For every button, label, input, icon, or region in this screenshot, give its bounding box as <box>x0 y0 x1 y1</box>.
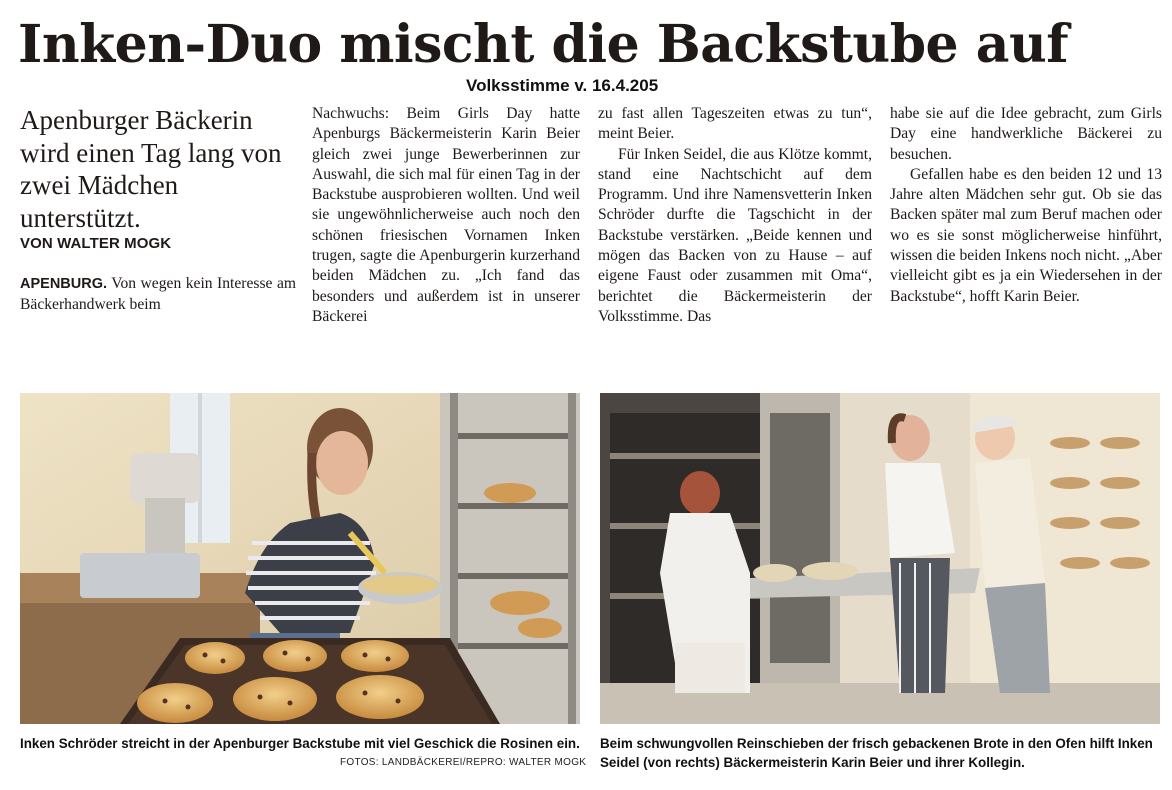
photo-caption-right: Beim schwungvollen Reinschieben der frisch gebackenen Brote in den Ofen hilft Inken Seidel (von rechts) Bäckermeisterin Karin Beier und ihrer Kollegin. <box>600 736 1153 770</box>
photo-bakery-girl-brushing <box>20 393 580 724</box>
photo-caption-left: Inken Schröder streicht in der Apenburger Backstube mit viel Geschick die Rosinen ein. <box>20 736 580 751</box>
paragraph-text: Gefallen habe es den beiden 12 und 13 Jahre alten Mädchen sehr gut. Ob sie das Backen später mal zum Beruf machen oder wo es sie sonst möglicherweise hinführt, wissen die beiden Inkens noch nicht. „Aber vielleicht gibt es ja ein Wiedersehen in der Backstube“, hofft Karin Beier. <box>890 165 1162 305</box>
paragraph-text: zu fast allen Tageszeiten etwas zu tun“, meint Beier. <box>598 105 872 143</box>
article-column-4 <box>890 104 1162 307</box>
article-column-1 <box>20 104 296 315</box>
photo-bakers-oven <box>600 393 1160 724</box>
paragraph-text: habe sie auf die Idee gebracht, zum Girls Day eine handwerkliche Bäckerei zu besuchen. <box>890 105 1162 163</box>
byline: VON WALTER MOGK <box>20 235 172 252</box>
article-column-3 <box>598 104 872 327</box>
source-note: Volksstimme v. 16.4.205 <box>466 76 659 95</box>
paragraph-text: Nachwuchs: Beim Girls Day hatte Apenburgs Bäckermeisterin Karin Beier gleich zwei junge Bewerberinnen zur Auswahl, die sich mal für einen Tag in der Backstube ausprobieren wollten. Und weil sie ungewöhnlicherweise auch noch den schönen friesischen Vornamen Inken trugen, sagte die Apenburgerin kurzerhand beiden Mädchen zu. „Ich fand das besonders und außerdem ist in unserer Bäckerei <box>312 105 580 325</box>
first-paragraph <box>20 274 296 315</box>
headline: Inken-Duo mischt die Backstube auf <box>18 14 1069 75</box>
paragraph-text: Für Inken Seidel, die aus Klötze kommt, stand eine Nachtschicht auf dem Programm. Und ihre Namensvetterin Inken Schröder durfte die Tagschicht in der Backstube verstärken. „Beide kennen und mögen das Backen von zu Hause – auf eigene Faust oder zusammen mit Oma“, berichtet die Bäckermeisterin der Volksstimme. Das <box>598 145 872 325</box>
photo-credit: FOTOS: LANDBÄCKEREI/REPRO: WALTER MOGK <box>340 757 587 768</box>
intro-text: Apenburger Bäckerin wird einen Tag lang von zwei Mädchen unterstützt. <box>20 105 282 233</box>
dateline: APENBURG. <box>20 276 108 293</box>
article-column-2 <box>312 104 580 327</box>
paragraph-text: Von wegen kein Interesse am Bäckerhandwerk beim <box>20 275 296 313</box>
